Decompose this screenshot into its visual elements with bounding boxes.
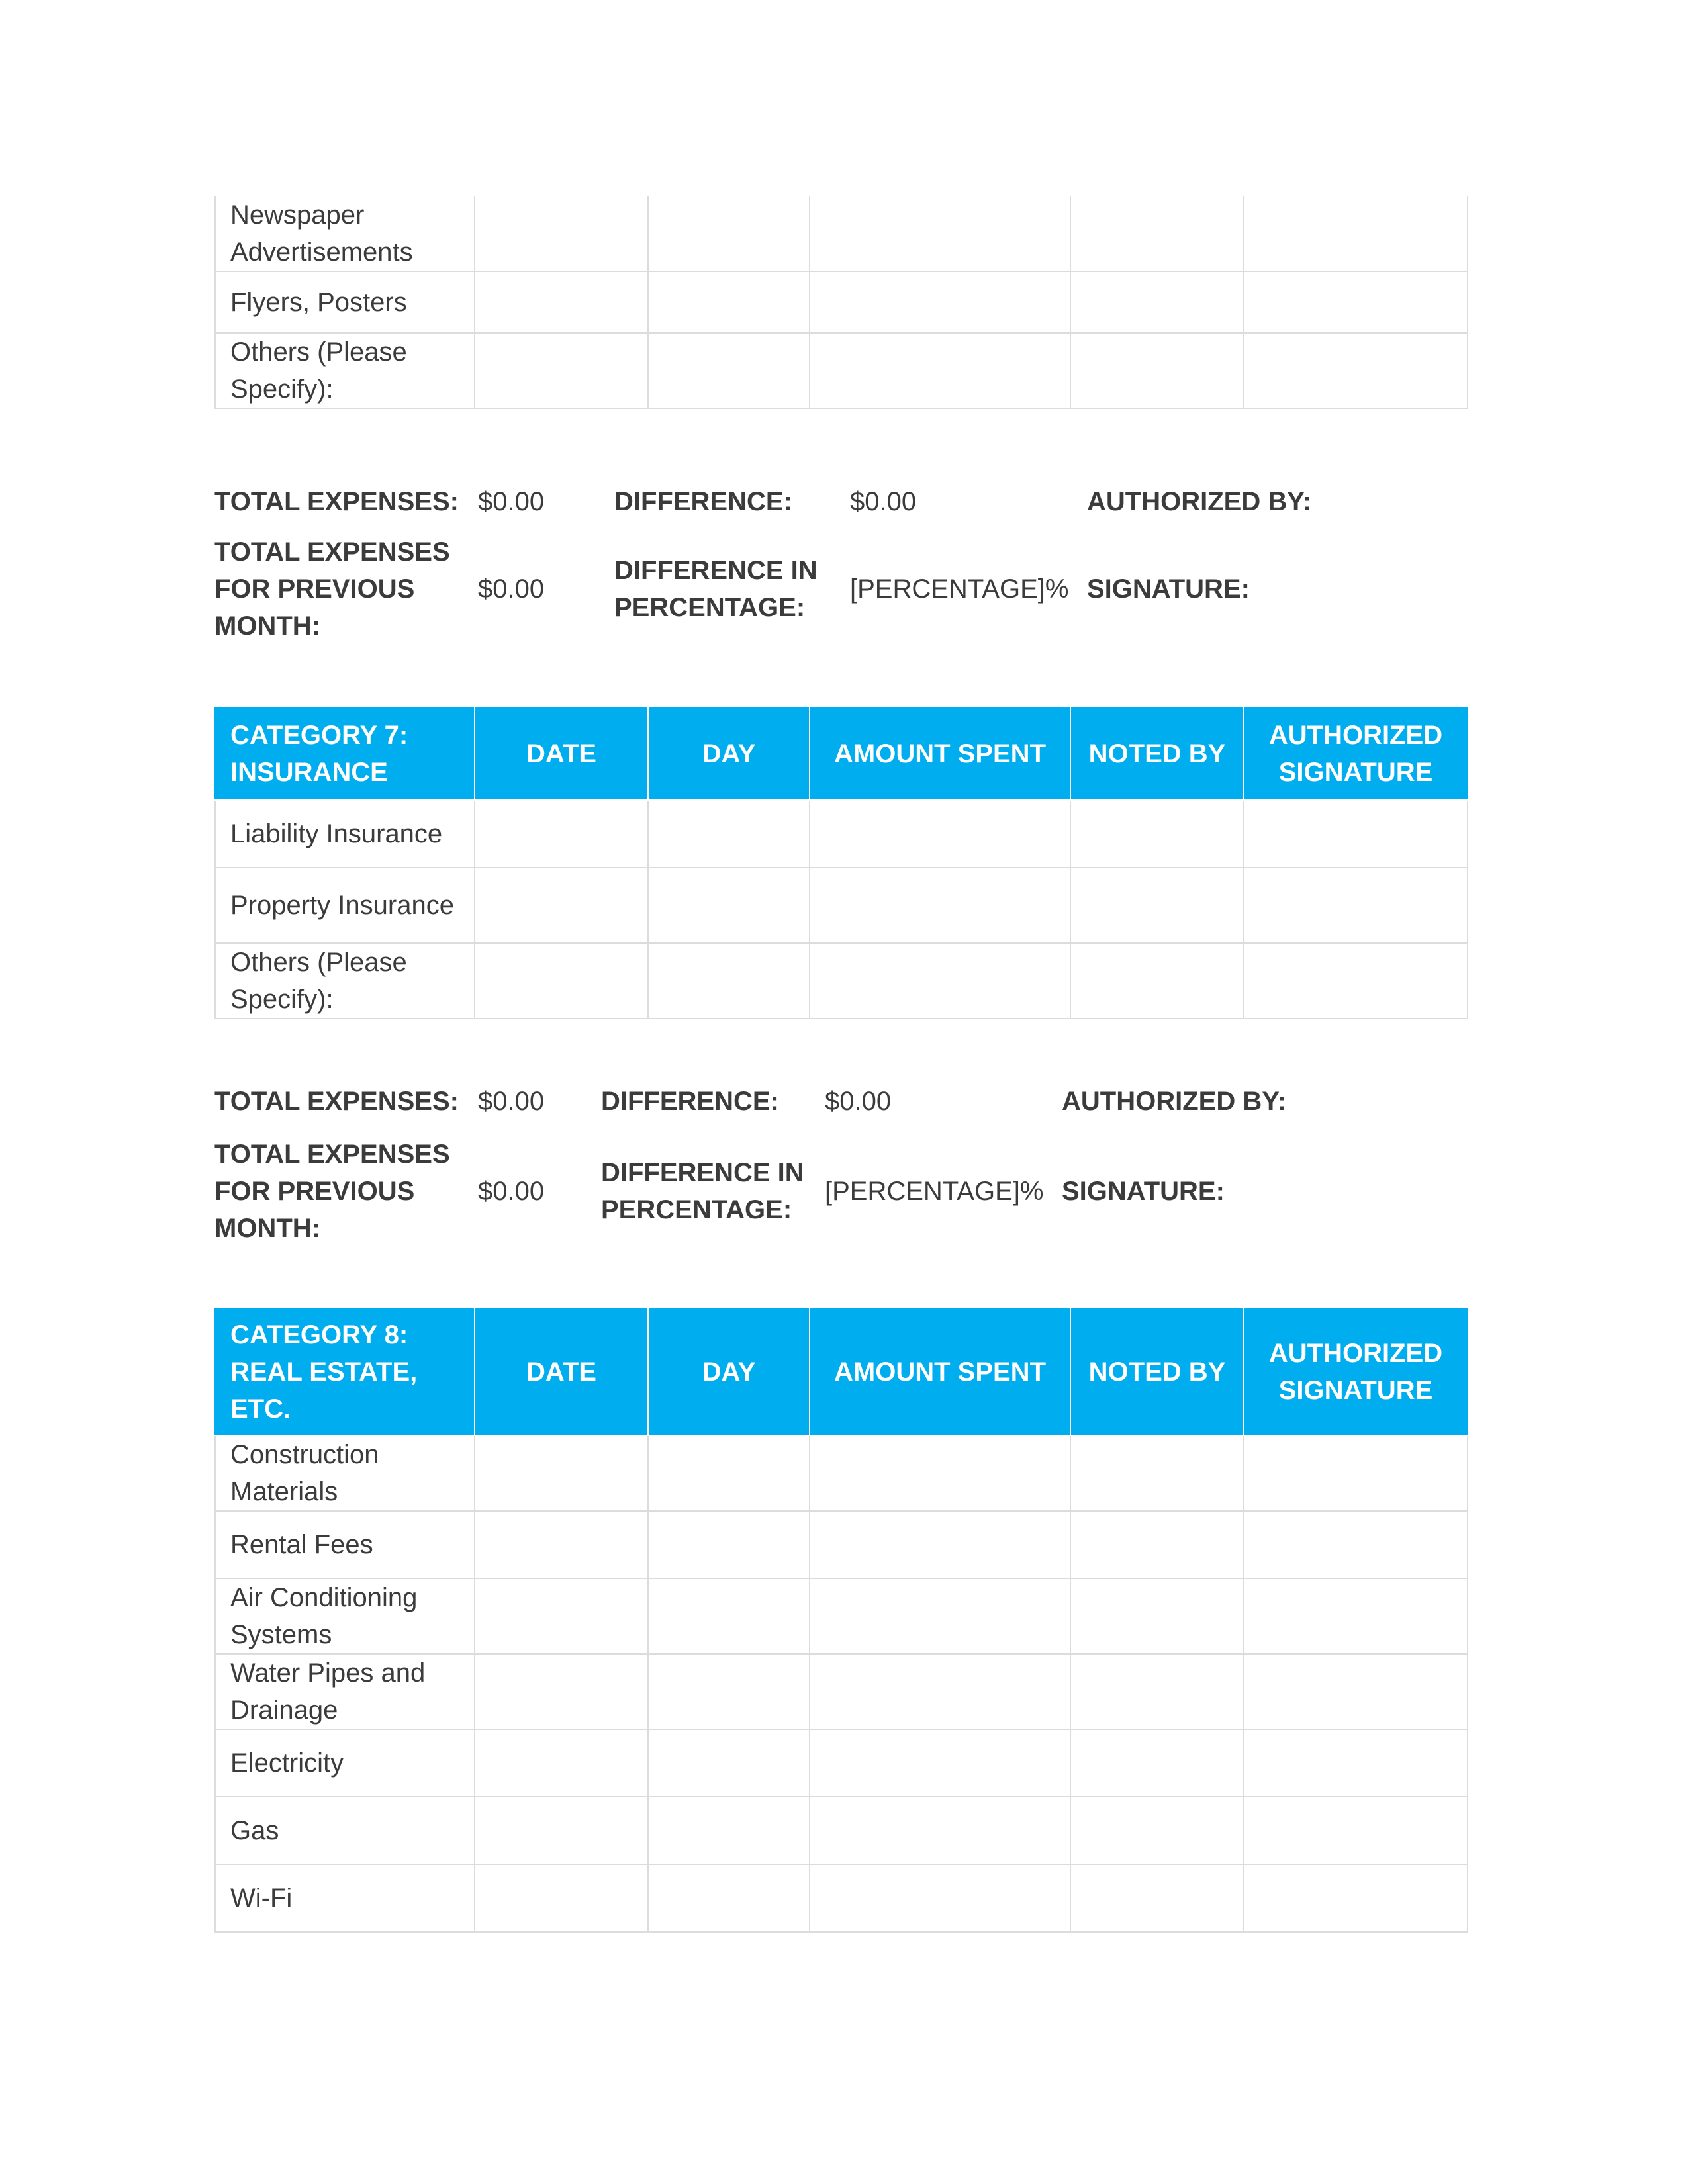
difference-value: $0.00 bbox=[850, 487, 917, 516]
date-cell[interactable] bbox=[475, 1435, 648, 1511]
continued-expense-table bbox=[214, 196, 1468, 409]
noted-by-cell[interactable] bbox=[1070, 1435, 1244, 1511]
day-cell[interactable] bbox=[648, 1864, 810, 1932]
amount-cell[interactable] bbox=[810, 271, 1070, 333]
table-row bbox=[215, 1729, 1468, 1797]
date-cell[interactable] bbox=[475, 333, 648, 408]
row-label: Others (Please Specify): bbox=[215, 333, 475, 408]
table-row bbox=[215, 333, 1468, 408]
row-label: Water Pipes and Drainage bbox=[215, 1654, 475, 1729]
noted-by-cell[interactable] bbox=[1070, 1511, 1244, 1578]
amount-cell[interactable] bbox=[810, 1654, 1070, 1729]
noted-by-cell[interactable] bbox=[1070, 1729, 1244, 1797]
signature-label: SIGNATURE: bbox=[1062, 1177, 1225, 1206]
date-cell[interactable] bbox=[475, 943, 648, 1019]
table-row bbox=[215, 1511, 1468, 1578]
category-8-table bbox=[214, 1308, 1468, 1933]
table-row bbox=[215, 800, 1468, 868]
table-row bbox=[215, 1864, 1468, 1932]
signature-cell[interactable] bbox=[1244, 1864, 1468, 1932]
difference-label: DIFFERENCE: bbox=[614, 487, 792, 516]
table-row bbox=[215, 943, 1468, 1019]
authorized-by-label: AUTHORIZED BY: bbox=[1087, 487, 1312, 516]
table-row bbox=[215, 196, 1468, 271]
difference-pct-label: DIFFERENCE IN PERCENTAGE: bbox=[614, 556, 818, 622]
total-expenses-value: $0.00 bbox=[478, 487, 545, 516]
date-cell[interactable] bbox=[475, 1511, 648, 1578]
category-title: CATEGORY 8: REAL ESTATE, ETC. bbox=[215, 1308, 475, 1435]
category-title: CATEGORY 7: INSURANCE bbox=[215, 707, 475, 800]
day-cell[interactable] bbox=[648, 196, 810, 271]
date-cell[interactable] bbox=[475, 868, 648, 943]
total-expenses-label: TOTAL EXPENSES: bbox=[214, 487, 459, 516]
category-7-table bbox=[214, 707, 1468, 1019]
row-label: Others (Please Specify): bbox=[215, 943, 475, 1019]
amount-cell[interactable] bbox=[810, 868, 1070, 943]
difference-label: DIFFERENCE: bbox=[601, 1087, 779, 1116]
row-label: Newspaper Advertisements bbox=[215, 196, 475, 271]
row-label: Construction Materials bbox=[215, 1435, 475, 1511]
signature-cell[interactable] bbox=[1244, 333, 1468, 408]
header-amount-spent: AMOUNT SPENT bbox=[810, 707, 1070, 800]
header-date: DATE bbox=[475, 707, 648, 800]
day-cell[interactable] bbox=[648, 1435, 810, 1511]
table-row bbox=[215, 1435, 1468, 1511]
row-label: Rental Fees bbox=[215, 1511, 475, 1578]
signature-cell[interactable] bbox=[1244, 196, 1468, 271]
header-authorized-signature: AUTHORIZED SIGNATURE bbox=[1244, 1308, 1468, 1435]
date-cell[interactable] bbox=[475, 271, 648, 333]
header-day: DAY bbox=[648, 707, 810, 800]
amount-cell[interactable] bbox=[810, 1511, 1070, 1578]
difference-pct-value: [PERCENTAGE]% bbox=[850, 574, 1069, 604]
amount-cell[interactable] bbox=[810, 1578, 1070, 1654]
authorized-by-label: AUTHORIZED BY: bbox=[1062, 1087, 1287, 1116]
signature-cell[interactable] bbox=[1244, 800, 1468, 868]
row-label: Liability Insurance bbox=[215, 800, 475, 868]
signature-cell[interactable] bbox=[1244, 271, 1468, 333]
amount-cell[interactable] bbox=[810, 196, 1070, 271]
day-cell[interactable] bbox=[648, 943, 810, 1019]
row-label: Wi-Fi bbox=[215, 1864, 475, 1932]
row-label: Property Insurance bbox=[215, 868, 475, 943]
header-date: DATE bbox=[475, 1308, 648, 1435]
difference-pct-label: DIFFERENCE IN PERCENTAGE: bbox=[601, 1158, 804, 1224]
row-label: Electricity bbox=[215, 1729, 475, 1797]
noted-by-cell[interactable] bbox=[1070, 800, 1244, 868]
header-day: DAY bbox=[648, 1308, 810, 1435]
amount-cell[interactable] bbox=[810, 943, 1070, 1019]
date-cell[interactable] bbox=[475, 800, 648, 868]
prev-month-value: $0.00 bbox=[478, 1177, 545, 1206]
noted-by-cell[interactable] bbox=[1070, 1864, 1244, 1932]
table-row bbox=[215, 271, 1468, 333]
difference-value: $0.00 bbox=[825, 1087, 892, 1116]
signature-cell[interactable] bbox=[1244, 1511, 1468, 1578]
noted-by-cell[interactable] bbox=[1070, 868, 1244, 943]
difference-pct-value: [PERCENTAGE]% bbox=[825, 1177, 1044, 1206]
header-amount-spent: AMOUNT SPENT bbox=[810, 1308, 1070, 1435]
signature-cell[interactable] bbox=[1244, 1578, 1468, 1654]
total-expenses-value: $0.00 bbox=[478, 1087, 545, 1116]
noted-by-cell[interactable] bbox=[1070, 196, 1244, 271]
noted-by-cell[interactable] bbox=[1070, 1797, 1244, 1864]
noted-by-cell[interactable] bbox=[1070, 271, 1244, 333]
date-cell[interactable] bbox=[475, 1654, 648, 1729]
table-header-row bbox=[215, 707, 1468, 800]
noted-by-cell[interactable] bbox=[1070, 1654, 1244, 1729]
total-expenses-label: TOTAL EXPENSES: bbox=[214, 1087, 459, 1116]
table-row bbox=[215, 1578, 1468, 1654]
table-row bbox=[215, 1654, 1468, 1729]
signature-cell[interactable] bbox=[1244, 943, 1468, 1019]
date-cell[interactable] bbox=[475, 196, 648, 271]
header-authorized-signature: AUTHORIZED SIGNATURE bbox=[1244, 707, 1468, 800]
noted-by-cell[interactable] bbox=[1070, 333, 1244, 408]
table-row bbox=[215, 1797, 1468, 1864]
header-noted-by: NOTED BY bbox=[1070, 1308, 1244, 1435]
day-cell[interactable] bbox=[648, 1797, 810, 1864]
noted-by-cell[interactable] bbox=[1070, 1578, 1244, 1654]
day-cell[interactable] bbox=[648, 1654, 810, 1729]
signature-cell[interactable] bbox=[1244, 1797, 1468, 1864]
row-label: Gas bbox=[215, 1797, 475, 1864]
signature-cell[interactable] bbox=[1244, 1435, 1468, 1511]
table-header-row bbox=[215, 1308, 1468, 1435]
signature-cell[interactable] bbox=[1244, 1729, 1468, 1797]
signature-label: SIGNATURE: bbox=[1087, 574, 1250, 604]
amount-cell[interactable] bbox=[810, 1729, 1070, 1797]
header-noted-by: NOTED BY bbox=[1070, 707, 1244, 800]
date-cell[interactable] bbox=[475, 1729, 648, 1797]
day-cell[interactable] bbox=[648, 333, 810, 408]
prev-month-value: $0.00 bbox=[478, 574, 545, 604]
date-cell[interactable] bbox=[475, 1578, 648, 1654]
day-cell[interactable] bbox=[648, 800, 810, 868]
amount-cell[interactable] bbox=[810, 333, 1070, 408]
day-cell[interactable] bbox=[648, 1578, 810, 1654]
signature-cell[interactable] bbox=[1244, 1654, 1468, 1729]
amount-cell[interactable] bbox=[810, 800, 1070, 868]
amount-cell[interactable] bbox=[810, 1864, 1070, 1932]
noted-by-cell[interactable] bbox=[1070, 943, 1244, 1019]
day-cell[interactable] bbox=[648, 271, 810, 333]
row-label: Air Conditioning Systems bbox=[215, 1578, 475, 1654]
date-cell[interactable] bbox=[475, 1864, 648, 1932]
row-label: Flyers, Posters bbox=[215, 271, 475, 333]
amount-cell[interactable] bbox=[810, 1435, 1070, 1511]
signature-cell[interactable] bbox=[1244, 868, 1468, 943]
prev-month-label: TOTAL EXPENSES FOR PREVIOUS MONTH: bbox=[214, 1140, 450, 1243]
table-row bbox=[215, 868, 1468, 943]
day-cell[interactable] bbox=[648, 1729, 810, 1797]
day-cell[interactable] bbox=[648, 1511, 810, 1578]
day-cell[interactable] bbox=[648, 868, 810, 943]
date-cell[interactable] bbox=[475, 1797, 648, 1864]
prev-month-label: TOTAL EXPENSES FOR PREVIOUS MONTH: bbox=[214, 537, 450, 641]
amount-cell[interactable] bbox=[810, 1797, 1070, 1864]
